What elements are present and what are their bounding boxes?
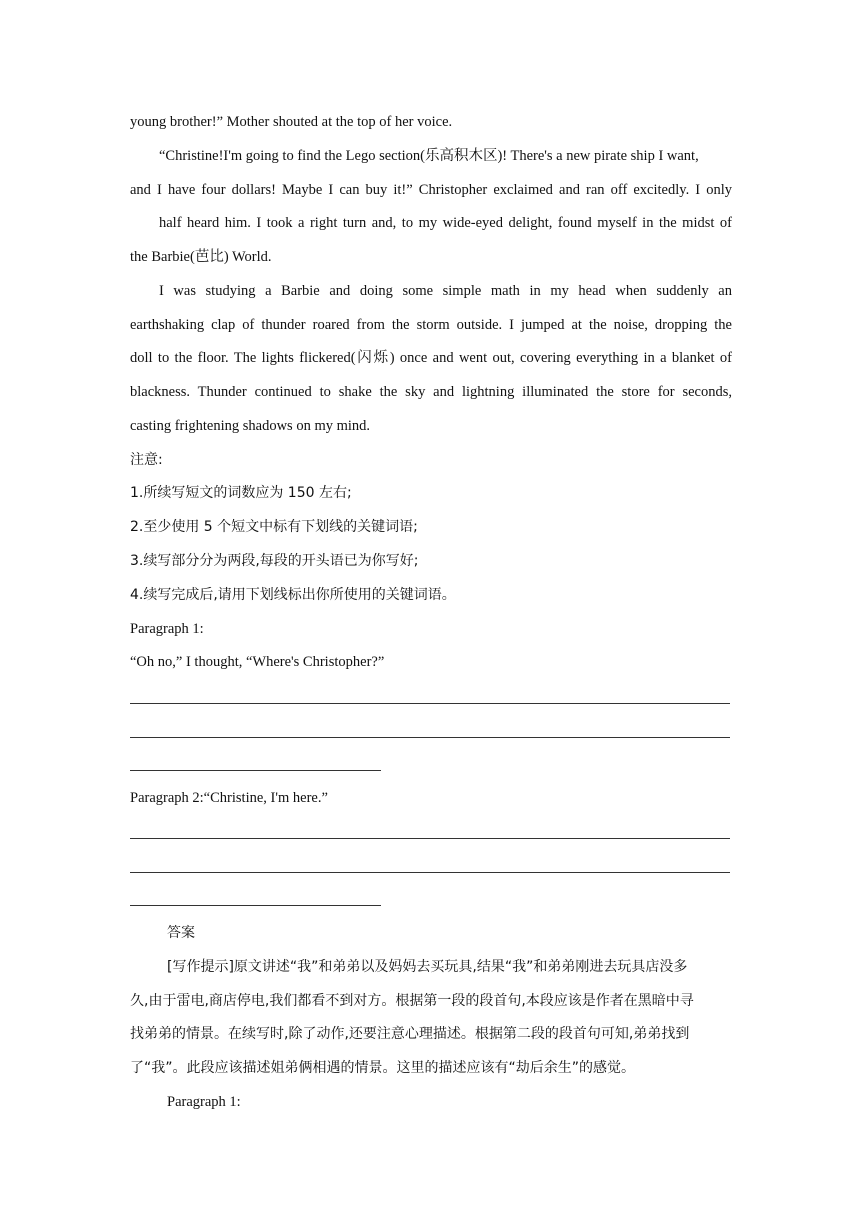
answer-title: 答案 [167, 925, 195, 941]
paragraph-2-label: Paragraph 2:“Christine, I'm here.” [130, 790, 328, 806]
note-item: 3.续写部分分为两段,每段的开头语已为你写好; [130, 553, 419, 569]
passage-line: and I have four dollars! Maybe I can buy it!” Christopher exclaimed and ran off excitedly. I only [130, 182, 732, 198]
writing-line[interactable] [130, 737, 730, 738]
note-item: 1.所续写短文的词数应为 150 左右; [130, 485, 352, 501]
answer-hint-line: [写作提示]原文讲述“我”和弟弟以及妈妈去买玩具,结果“我”和弟弟刚进去玩具店没多 [167, 959, 688, 975]
writing-line[interactable] [130, 770, 381, 771]
passage-line: I was studying a Barbie and doing some simple math in my head when suddenly an [159, 283, 732, 299]
paragraph-1-label: Paragraph 1: [130, 621, 204, 637]
passage-line: half heard him. I took a right turn and, to my wide-eyed delight, found myself in the midst of [159, 215, 732, 231]
answer-paragraph-1-label: Paragraph 1: [167, 1094, 241, 1110]
paragraph-1-opening: “Oh no,” I thought, “Where's Christopher?” [130, 654, 385, 670]
passage-line: casting frightening shadows on my mind. [130, 418, 371, 434]
answer-hint-line: 找弟弟的情景。在续写时,除了动作,还要注意心理描述。根据第二段的段首句可知,弟弟找到 [130, 1026, 690, 1042]
passage-line: “Christine!I'm going to find the Lego section(乐高积木区)! There's a new pirate ship I want, [159, 148, 699, 164]
passage-line: earthshaking clap of thunder roared from the storm outside. I jumped at the noise, dropping the [130, 317, 732, 333]
writing-line[interactable] [130, 872, 730, 873]
passage-line: doll to the floor. The lights flickered(闪烁) once and went out, covering everything in a blanket of [130, 350, 732, 366]
writing-line[interactable] [130, 905, 381, 906]
writing-line[interactable] [130, 703, 730, 704]
passage-line: the Barbie(芭比) World. [130, 249, 272, 265]
answer-hint-line: 了“我”。此段应该描述姐弟俩相遇的情景。这里的描述应该有“劫后余生”的感觉。 [130, 1060, 636, 1076]
answer-hint-line: 久,由于雷电,商店停电,我们都看不到对方。根据第一段的段首句,本段应该是作者在黑暗中寻 [130, 993, 694, 1009]
notes-title: 注意: [130, 452, 163, 468]
note-item: 2.至少使用 5 个短文中标有下划线的关键词语; [130, 519, 418, 535]
passage-line: blackness. Thunder continued to shake the sky and lightning illuminated the store for seconds, [130, 384, 732, 400]
passage-line: young brother!” Mother shouted at the top of her voice. [130, 114, 453, 130]
note-item: 4.续写完成后,请用下划线标出你所使用的关键词语。 [130, 587, 456, 603]
writing-line[interactable] [130, 838, 730, 839]
